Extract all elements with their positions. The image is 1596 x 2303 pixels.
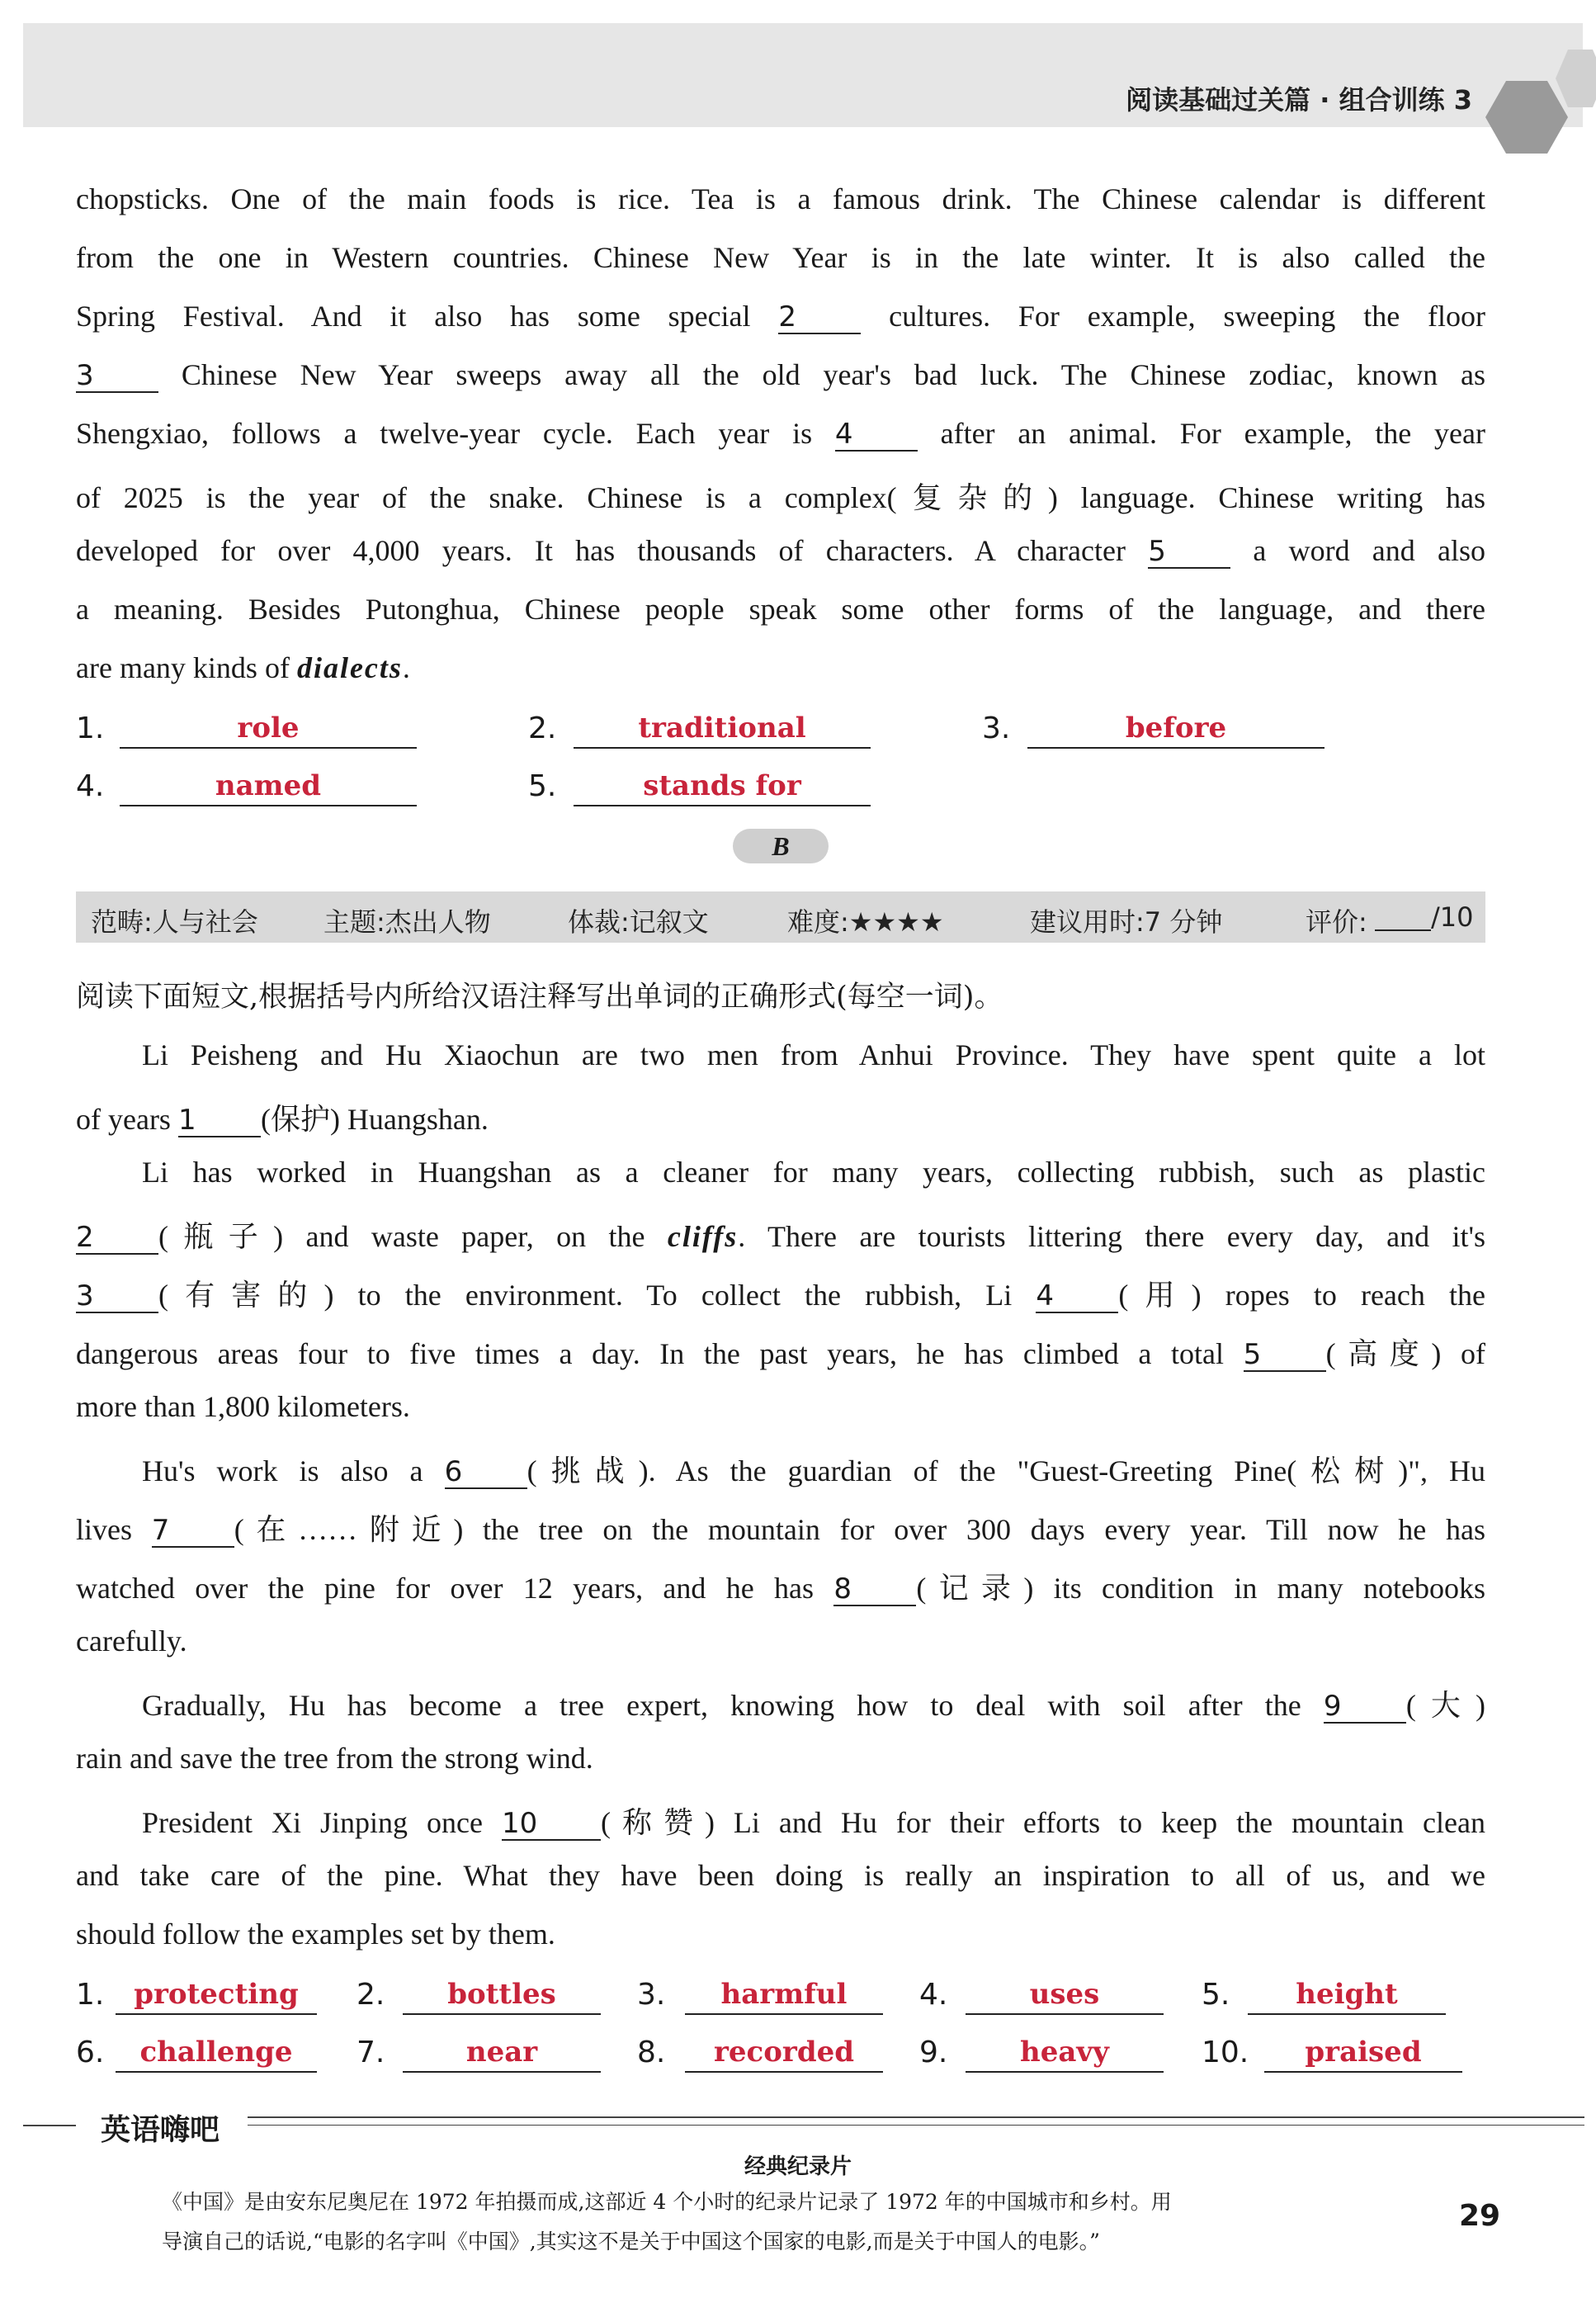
- answer-line: [1248, 2013, 1446, 2015]
- info-genre: 体裁:记叙文: [568, 906, 709, 938]
- passage-text: President Xi Jinping once: [142, 1806, 502, 1839]
- passage-b-line: [76, 1565, 1485, 1607]
- blank-5: 5: [1148, 537, 1230, 569]
- passage-a-line: chopsticks. One of the main foods is rice. Tea is a famous drink. The Chinese calendar is different: [76, 182, 1485, 215]
- passage-text: (在……附近) the tree on the mountain for over 300 days every year. Till now he has: [234, 1513, 1485, 1546]
- blank-4: 4: [1036, 1282, 1118, 1313]
- passage-a-line: [76, 299, 1485, 334]
- answer-line: [116, 2071, 317, 2073]
- answer-line: [1264, 2071, 1462, 2073]
- answer-text: heavy: [1020, 2036, 1109, 2069]
- passage-text: cultures. For example, sweeping the floor: [861, 300, 1485, 333]
- answer-line: [574, 747, 871, 749]
- answer-number: 3.: [982, 712, 1011, 745]
- answer-line: [966, 2071, 1164, 2073]
- passage-text: Hu's work is also a: [142, 1454, 445, 1487]
- passage-text: a word and also: [1230, 534, 1485, 567]
- passage-a-line: from the one in Western countries. Chinese New Year is in the late winter. It is also called the: [76, 241, 1485, 274]
- passage-text: developed for over 4,000 years. It has thousands of characters. A character: [76, 534, 1149, 567]
- footer-text-line: 《中国》是由安东尼奥尼在 1972 年拍摄而成,这部近 4 个小时的纪录片记录了 1972 年的中国城市和乡村。用: [162, 2190, 1172, 2214]
- answer-text: praised: [1305, 2036, 1422, 2069]
- passage-text: (大): [1405, 1689, 1486, 1722]
- blank-2: 2: [76, 1223, 158, 1255]
- section-label-b: B: [733, 829, 829, 863]
- footer-rule-right: [248, 2116, 1584, 2118]
- blank-9: 9: [1324, 1692, 1406, 1724]
- passage-b-line: and take care of the pine. What they have been doing is really an inspiration to all of us, and we: [76, 1859, 1485, 1892]
- blank-10: 10: [502, 1809, 601, 1841]
- answer-text: protecting: [134, 1978, 299, 2011]
- answer-number: 9.: [919, 2036, 948, 2069]
- answer-text: bottles: [447, 1978, 556, 2011]
- passage-a-line: [76, 416, 1485, 452]
- answer-line: [685, 2013, 883, 2015]
- answer-number: 5.: [1202, 1978, 1230, 2012]
- exercise-info-bar: [76, 891, 1485, 943]
- answer-text: stands for: [643, 769, 801, 802]
- passage-b-line: more than 1,800 kilometers.: [76, 1390, 410, 1423]
- answer-number: 4.: [76, 769, 105, 803]
- passage-a-line: of 2025 is the year of the snake. Chinese is a complex(复杂的) language. Chinese writing has: [76, 481, 1485, 514]
- answer-number: 2.: [357, 1978, 385, 2012]
- passage-a-line: [76, 533, 1485, 569]
- passage-b-line: should follow the examples set by them.: [76, 1918, 555, 1951]
- passage-b-line: [76, 1213, 1485, 1256]
- passage-text: are many kinds of: [76, 651, 297, 684]
- answer-number: 1.: [76, 1978, 105, 2012]
- passage-text: (有害的) to the environment. To collect the rubbish, Li: [158, 1279, 1036, 1312]
- passage-b-line: [76, 1096, 1485, 1138]
- passage-text: (用) ropes to reach the: [1118, 1279, 1486, 1312]
- answer-text: near: [465, 2036, 538, 2069]
- info-difficulty: 难度:★★★★: [787, 906, 944, 938]
- blank-1: 1: [178, 1106, 261, 1137]
- passage-b-line: [76, 1506, 1485, 1549]
- footer-subtitle: 经典纪录片: [744, 2154, 852, 2179]
- footer-rule-left: [23, 2125, 76, 2126]
- answer-text: harmful: [720, 1978, 848, 2011]
- passage-b-line: [142, 1682, 1485, 1724]
- passage-a-line: a meaning. Besides Putonghua, Chinese people speak some other forms of the language, and there: [76, 593, 1485, 626]
- passage-text: Shengxiao, follows a twelve-year cycle. Each year is: [76, 417, 835, 450]
- answer-number: 6.: [76, 2036, 105, 2069]
- answer-text: named: [215, 769, 322, 802]
- passage-text: Gradually, Hu has become a tree expert, knowing how to deal with soil after the: [142, 1689, 1324, 1722]
- blank-4: 4: [835, 420, 918, 452]
- answer-number: 1.: [76, 712, 105, 745]
- instruction-text: 阅读下面短文,根据括号内所给汉语注释写出单词的正确形式(每空一词)。: [76, 981, 1003, 1014]
- passage-text: watched over the pine for over 12 years, and he has: [76, 1572, 834, 1605]
- footer-brand: 英语嗨吧: [101, 2113, 220, 2147]
- passage-a-line: [76, 357, 1485, 393]
- passage-b-line: [76, 1331, 1485, 1373]
- passage-text: (保护) Huangshan.: [260, 1103, 489, 1136]
- passage-text: lives: [76, 1513, 152, 1546]
- answer-number: 5.: [528, 769, 557, 803]
- answer-line: [685, 2071, 883, 2073]
- answer-text: uses: [1029, 1978, 1100, 2011]
- answer-line: [403, 2013, 601, 2015]
- passage-text: Spring Festival. And it also has some special: [76, 300, 779, 333]
- answer-number: 2.: [528, 712, 557, 745]
- passage-text: after an animal. For example, the year: [917, 417, 1485, 450]
- answer-line: [574, 805, 871, 806]
- passage-text: .: [402, 651, 410, 684]
- info-scope: 范畴:人与社会: [91, 906, 258, 938]
- passage-text: (高度) of: [1325, 1337, 1485, 1370]
- keyword-dialects: dialects: [296, 651, 403, 684]
- answer-text: height: [1296, 1978, 1398, 2011]
- blank-3: 3: [76, 1282, 158, 1313]
- answer-text: traditional: [638, 712, 806, 745]
- blank-7: 7: [152, 1516, 234, 1548]
- blank-6: 6: [445, 1458, 527, 1489]
- answer-line: [120, 747, 417, 749]
- page-number: 29: [1459, 2199, 1501, 2233]
- answer-line: [1027, 747, 1324, 749]
- passage-text: (瓶子) and waste paper, on the: [158, 1220, 668, 1253]
- footer-text-line: 导演自己的话说,“电影的名字叫《中国》,其实这不是关于中国这个国家的电影,而是关于中国人的电影。”: [162, 2230, 1100, 2253]
- answer-text: recorded: [713, 2036, 855, 2069]
- page-header-title: 阅读基础过关篇 · 组合训练 3: [1126, 84, 1472, 116]
- passage-text: dangerous areas four to five times a day. In the past years, he has climbed a total: [76, 1337, 1244, 1370]
- passage-text: (记录) its condition in many notebooks: [916, 1572, 1485, 1605]
- keyword-cliffs: cliffs: [667, 1220, 739, 1253]
- answer-number: 4.: [919, 1978, 948, 2012]
- info-score-total: /10: [1431, 901, 1474, 933]
- answer-line: [966, 2013, 1164, 2015]
- answer-line: [403, 2071, 601, 2073]
- answer-line: [120, 805, 417, 806]
- passage-b-line: carefully.: [76, 1624, 187, 1657]
- passage-b-line: [76, 1272, 1485, 1314]
- answer-number: 7.: [357, 2036, 385, 2069]
- passage-text: (挑战). As the guardian of the "Guest-Greeting Pine(松树)", Hu: [526, 1454, 1486, 1487]
- passage-text: . There are tourists littering there every day, and it's: [738, 1220, 1485, 1253]
- blank-5: 5: [1244, 1341, 1326, 1372]
- answer-text: role: [237, 712, 300, 745]
- passage-b-line: [142, 1448, 1485, 1490]
- blank-8: 8: [833, 1575, 916, 1606]
- blank-2: 2: [778, 303, 861, 334]
- info-time: 建议用时:7 分钟: [1030, 906, 1223, 938]
- answer-text: challenge: [139, 2036, 293, 2069]
- info-score-label: 评价:: [1306, 906, 1367, 938]
- passage-text: (称赞) Li and Hu for their efforts to keep the mountain clean: [600, 1806, 1485, 1839]
- answer-number: 10.: [1202, 2036, 1249, 2069]
- answer-number: 3.: [637, 1978, 666, 2012]
- passage-b-line: [142, 1799, 1485, 1842]
- passage-text: of years: [76, 1103, 178, 1136]
- score-blank: [1375, 903, 1431, 931]
- answer-line: [116, 2013, 317, 2015]
- footer-rule-right-thin: [248, 2125, 1584, 2126]
- answer-text: before: [1125, 712, 1227, 745]
- passage-b-line: rain and save the tree from the strong wind.: [76, 1742, 593, 1775]
- passage-text: Chinese New Year sweeps away all the old year's bad luck. The Chinese zodiac, known as: [158, 358, 1485, 391]
- passage-a-line: [76, 650, 1485, 685]
- passage-b-line: Li has worked in Huangshan as a cleaner for many years, collecting rubbish, such as plastic: [142, 1156, 1485, 1189]
- passage-b-line: Li Peisheng and Hu Xiaochun are two men from Anhui Province. They have spent quite a lot: [142, 1038, 1485, 1071]
- info-theme: 主题:杰出人物: [323, 906, 491, 938]
- answer-number: 8.: [637, 2036, 666, 2069]
- blank-3: 3: [76, 362, 158, 393]
